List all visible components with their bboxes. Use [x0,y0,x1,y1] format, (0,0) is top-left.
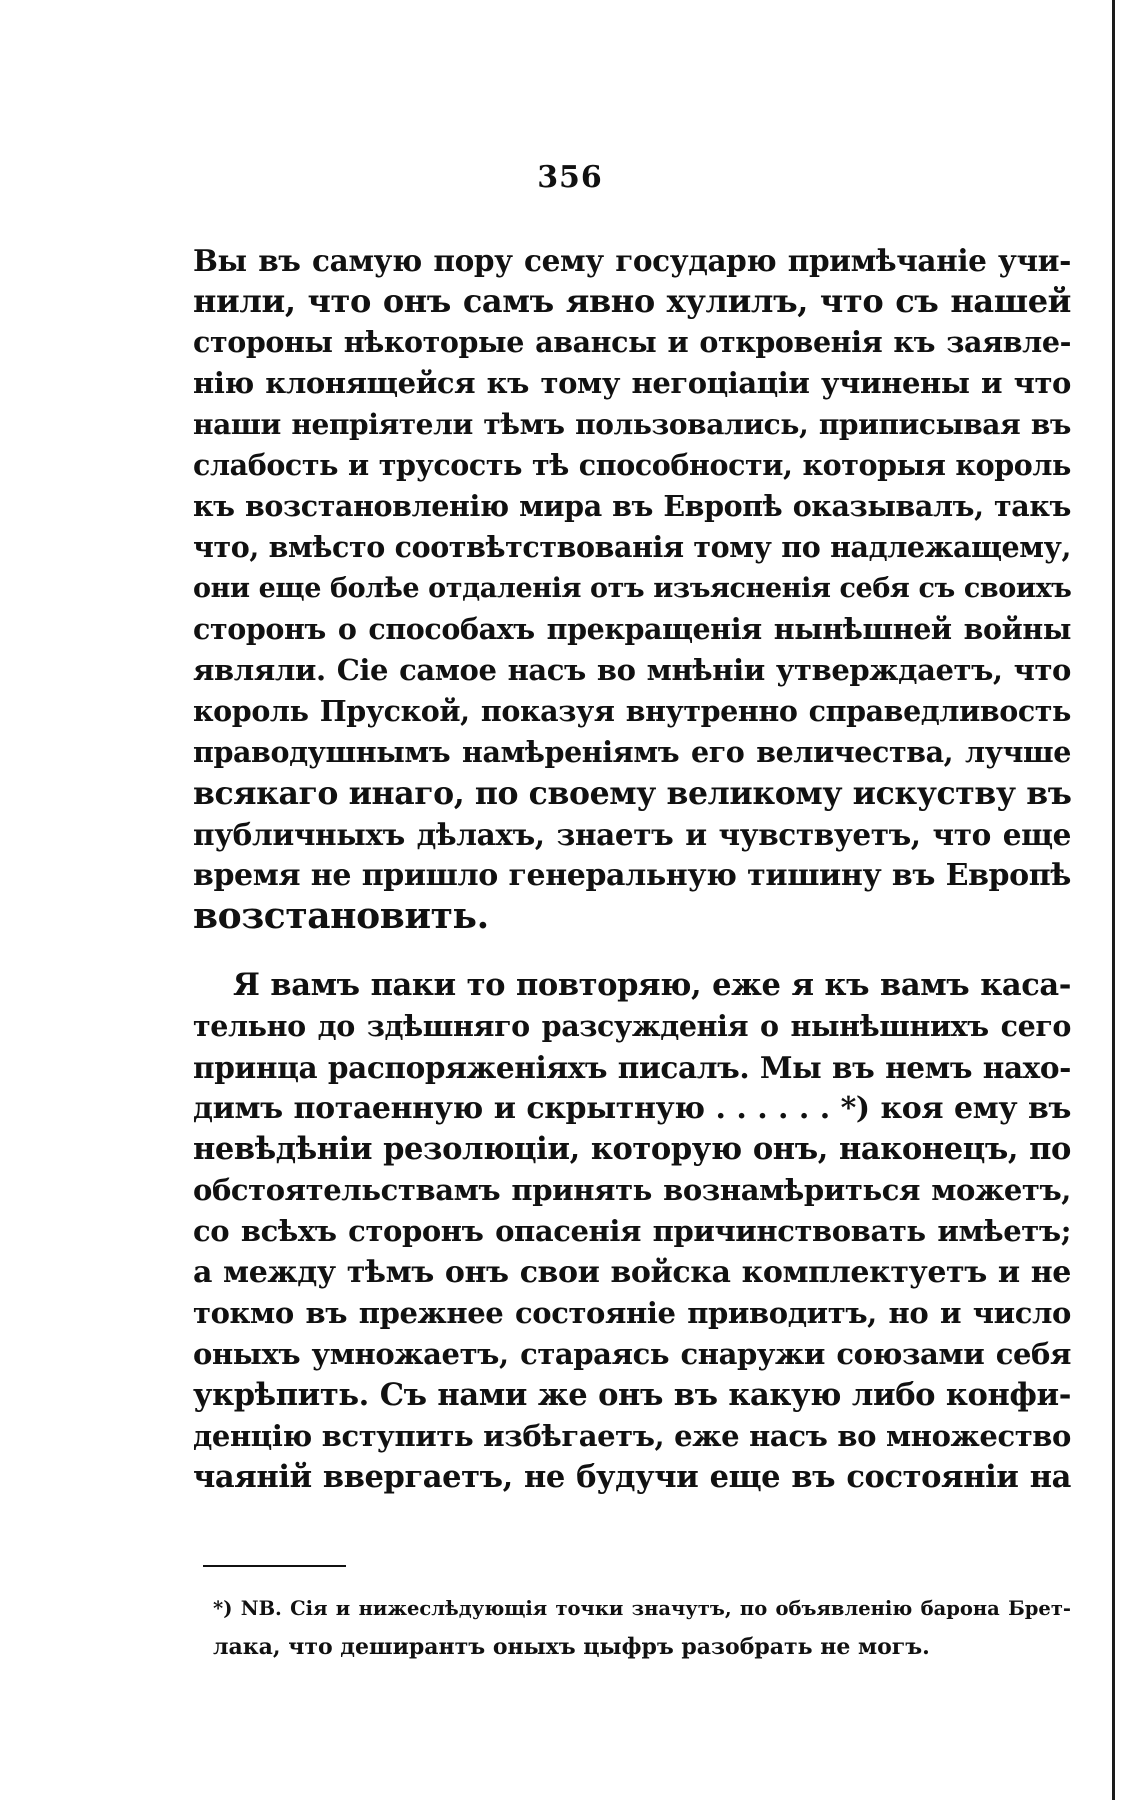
text-line: нили, что онъ самъ явно хулилъ, что съ нашей [193,282,1071,320]
paragraph-1 [193,240,1071,937]
text-line: обстоятельствамъ принять вознамѣриться можетъ, [193,1173,1071,1207]
text-line: Вы въ самую пору сему государю примѣчаніе учи- [193,243,1071,278]
text-line: публичныхъ дѣлахъ, знаетъ и чувствуетъ, что еще [193,817,1071,852]
text-line: сторонъ о способахъ прекращенія нынѣшней войны [193,612,1071,646]
text-line: являли. Сіе самое насъ во мнѣніи утверждаетъ, что [193,653,1071,687]
text-line: тельно до здѣшняго разсужденія о нынѣшнихъ сего [193,1009,1071,1043]
page-binding-edge [1112,0,1115,1800]
text-line: димъ потаенную и скрытную . . . . . . *) коя ему въ [193,1091,1071,1126]
footnote [213,1590,1071,1666]
text-line: время не пришло генеральную тишину въ Европѣ [193,858,1071,893]
text-line: Я вамъ паки то повторяю, еже я къ вамъ каса- [233,967,1071,1003]
footnote-line: лака, что деширантъ оныхъ цыфръ разобрать не могъ. [213,1634,930,1660]
text-line: что, вмѣсто соотвѣтствованія тому по надлежащему, [193,530,1071,564]
text-line: токмо въ прежнее состояніе приводитъ, но и число [193,1296,1071,1330]
text-line: всякаго инаго, по своему великому искуству въ [193,775,1072,812]
text-line: нію клонящейся къ тому негоціаціи учинены и что [193,366,1071,400]
text-line: денцію вступить избѣгаетъ, еже насъ во множество [193,1419,1071,1453]
text-line: со всѣхъ сторонъ опасенія причинствовать имѣетъ; [193,1214,1071,1248]
text-line: возстановить. [193,895,489,937]
text-line: стороны нѣкоторые авансы и откровенія къ заявле- [193,325,1071,359]
text-line: король Пруской, показуя внутренно справедливость [193,694,1071,728]
page-number: 356 [537,160,603,195]
text-line: чаяній ввергаетъ, не будучи еще въ состояніи на [193,1459,1071,1495]
text-line: оныхъ умножаетъ, стараясь снаружи союзами себя [193,1337,1071,1371]
text-line: невѣдѣніи резолюціи, которую онъ, наконецъ, по [193,1131,1071,1167]
text-line: принца распоряженіяхъ писалъ. Мы въ немъ нахо- [193,1050,1071,1085]
footnote-divider [203,1565,346,1567]
text-line: праводушнымъ намѣреніямъ его величества, лучше [193,735,1071,769]
text-line: къ возстановленію мира въ Европѣ оказывалъ, такъ [193,489,1071,523]
text-line: наши непріятели тѣмъ пользовались, приписывая въ [193,408,1071,441]
text-line: укрѣпить. Съ нами же онъ въ какую либо конфи- [193,1377,1071,1413]
text-line: а между тѣмъ онъ свои войска комплектуетъ и не [193,1255,1071,1290]
footnote-line: *) NB. Сія и нижеслѣдующія точки значутъ, по объявленію барона Брет- [213,1597,1071,1620]
paragraph-2 [193,965,1071,1498]
text-line: они еще болѣе отдаленія отъ изъясненія себя съ своихъ [193,573,1072,604]
text-line: слабость и трусость тѣ способности, которыя король [193,448,1071,482]
